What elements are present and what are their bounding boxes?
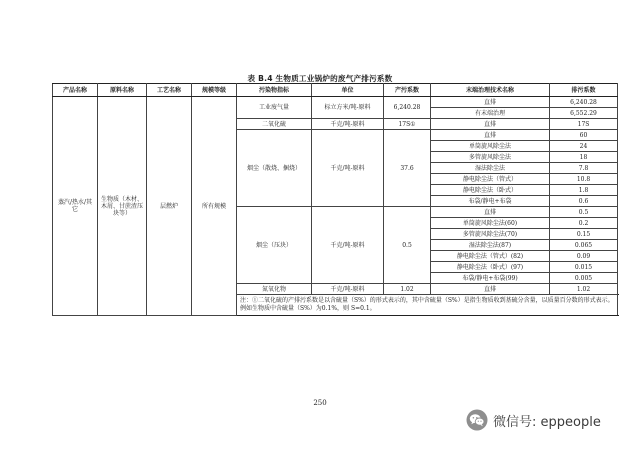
product-cell: 蒸汽/热水/其它: [53, 97, 98, 316]
tech-cell: 多管旋风除尘法: [431, 152, 550, 163]
header-cell: 单位: [312, 84, 384, 97]
pollutant-cell: 氮氧化物: [237, 284, 312, 295]
emission-cell: 1.8: [550, 185, 618, 196]
coefficient-cell: 1.02: [384, 284, 431, 295]
tech-cell: 直排: [431, 284, 550, 295]
pollutant-cell: 烟尘（散烧、捆烧）: [237, 130, 312, 207]
unit-cell: 千克/吨-原料: [312, 284, 384, 295]
tech-cell: 静电除尘法（管式）: [431, 174, 550, 185]
coefficient-cell: 0.5: [384, 207, 431, 284]
coefficient-cell: 17S①: [384, 119, 431, 130]
emission-cell: 0.6: [550, 196, 618, 207]
tech-cell: 静电除尘法（管式）(82): [431, 251, 550, 262]
header-cell: 工艺名称: [147, 84, 192, 97]
emission-cell: 6,240.28: [550, 97, 618, 108]
tech-cell: 静电除尘法（卧式）(97): [431, 262, 550, 273]
tech-cell: 单筒旋风除尘法(60): [431, 218, 550, 229]
coefficient-cell: 6,240.28: [384, 97, 431, 119]
unit-cell: 标立方米/吨-原料: [312, 97, 384, 119]
tech-cell: 直排: [431, 119, 550, 130]
header-cell: 产品名称: [53, 84, 98, 97]
emission-coefficient-table: [52, 83, 618, 316]
table-title: 表 B.4 生物质工业锅炉的废气产排污系数: [247, 74, 393, 83]
tech-cell: 静电除尘法（卧式）: [431, 185, 550, 196]
unit-cell: 千克/吨-原料: [312, 119, 384, 130]
wechat-icon: [466, 409, 488, 431]
tech-cell: 布袋/静电+布袋: [431, 196, 550, 207]
emission-cell: 7.8: [550, 163, 618, 174]
emission-cell: 0.09: [550, 251, 618, 262]
pollutant-cell: 二氧化硫: [237, 119, 312, 130]
scale-cell: 所有规模: [192, 97, 237, 316]
tech-cell: 湿法除尘法(87): [431, 240, 550, 251]
pollutant-cell: 烟尘（压块）: [237, 207, 312, 284]
wechat-watermark: [466, 409, 601, 431]
table-row: [53, 97, 618, 108]
tech-cell: 直排: [431, 97, 550, 108]
emission-cell: 60: [550, 130, 618, 141]
emission-cell: 0.5: [550, 207, 618, 218]
header-cell: 规模等级: [192, 84, 237, 97]
table-note: 注：①二氧化硫的产排污系数是以含硫量（S%）的形式表示的，其中含硫量（S%）是指生物质收到基硫分含量，以质量百分数的形式表示。例如生物质中含硫量（S%）为0.1%，则 S=0.1。: [237, 295, 618, 316]
tech-cell: 直排: [431, 207, 550, 218]
emission-cell: 1.02: [550, 284, 618, 295]
header-cell: 污染物指标: [237, 84, 312, 97]
emission-cell: 17S: [550, 119, 618, 130]
emission-cell: 0.2: [550, 218, 618, 229]
emission-cell: 0.015: [550, 262, 618, 273]
tech-cell: 直排: [431, 130, 550, 141]
watermark-text: 微信号: eppeople: [493, 414, 601, 430]
emission-cell: 6,552.29: [550, 108, 618, 119]
header-cell: 产污系数: [384, 84, 431, 97]
page-number: 250: [313, 399, 327, 407]
process-cell: 层燃炉: [147, 97, 192, 316]
unit-cell: 千克/吨-原料: [312, 207, 384, 284]
pollutant-cell: 工业废气量: [237, 97, 312, 119]
tech-cell: 布袋/静电+布袋(99): [431, 273, 550, 284]
coefficient-cell: 37.6: [384, 130, 431, 207]
emission-cell: 18: [550, 152, 618, 163]
tech-cell: 多管旋风除尘法(70): [431, 229, 550, 240]
tech-cell: 湿法除尘法: [431, 163, 550, 174]
emission-cell: 0.15: [550, 229, 618, 240]
emission-cell: 0.065: [550, 240, 618, 251]
header-cell: 排污系数: [550, 84, 618, 97]
header-cell: 原料名称: [98, 84, 147, 97]
tech-cell: 单筒旋风除尘法: [431, 141, 550, 152]
emission-cell: 10.8: [550, 174, 618, 185]
table-header-row: [53, 84, 618, 97]
material-cell: 生物质（木材、木屑、甘蔗渣压块等）: [98, 97, 147, 316]
unit-cell: 千克/吨-原料: [312, 130, 384, 207]
header-cell: 末端治理技术名称: [431, 84, 550, 97]
emission-cell: 0.005: [550, 273, 618, 284]
emission-cell: 24: [550, 141, 618, 152]
tech-cell: 有末端治理: [431, 108, 550, 119]
